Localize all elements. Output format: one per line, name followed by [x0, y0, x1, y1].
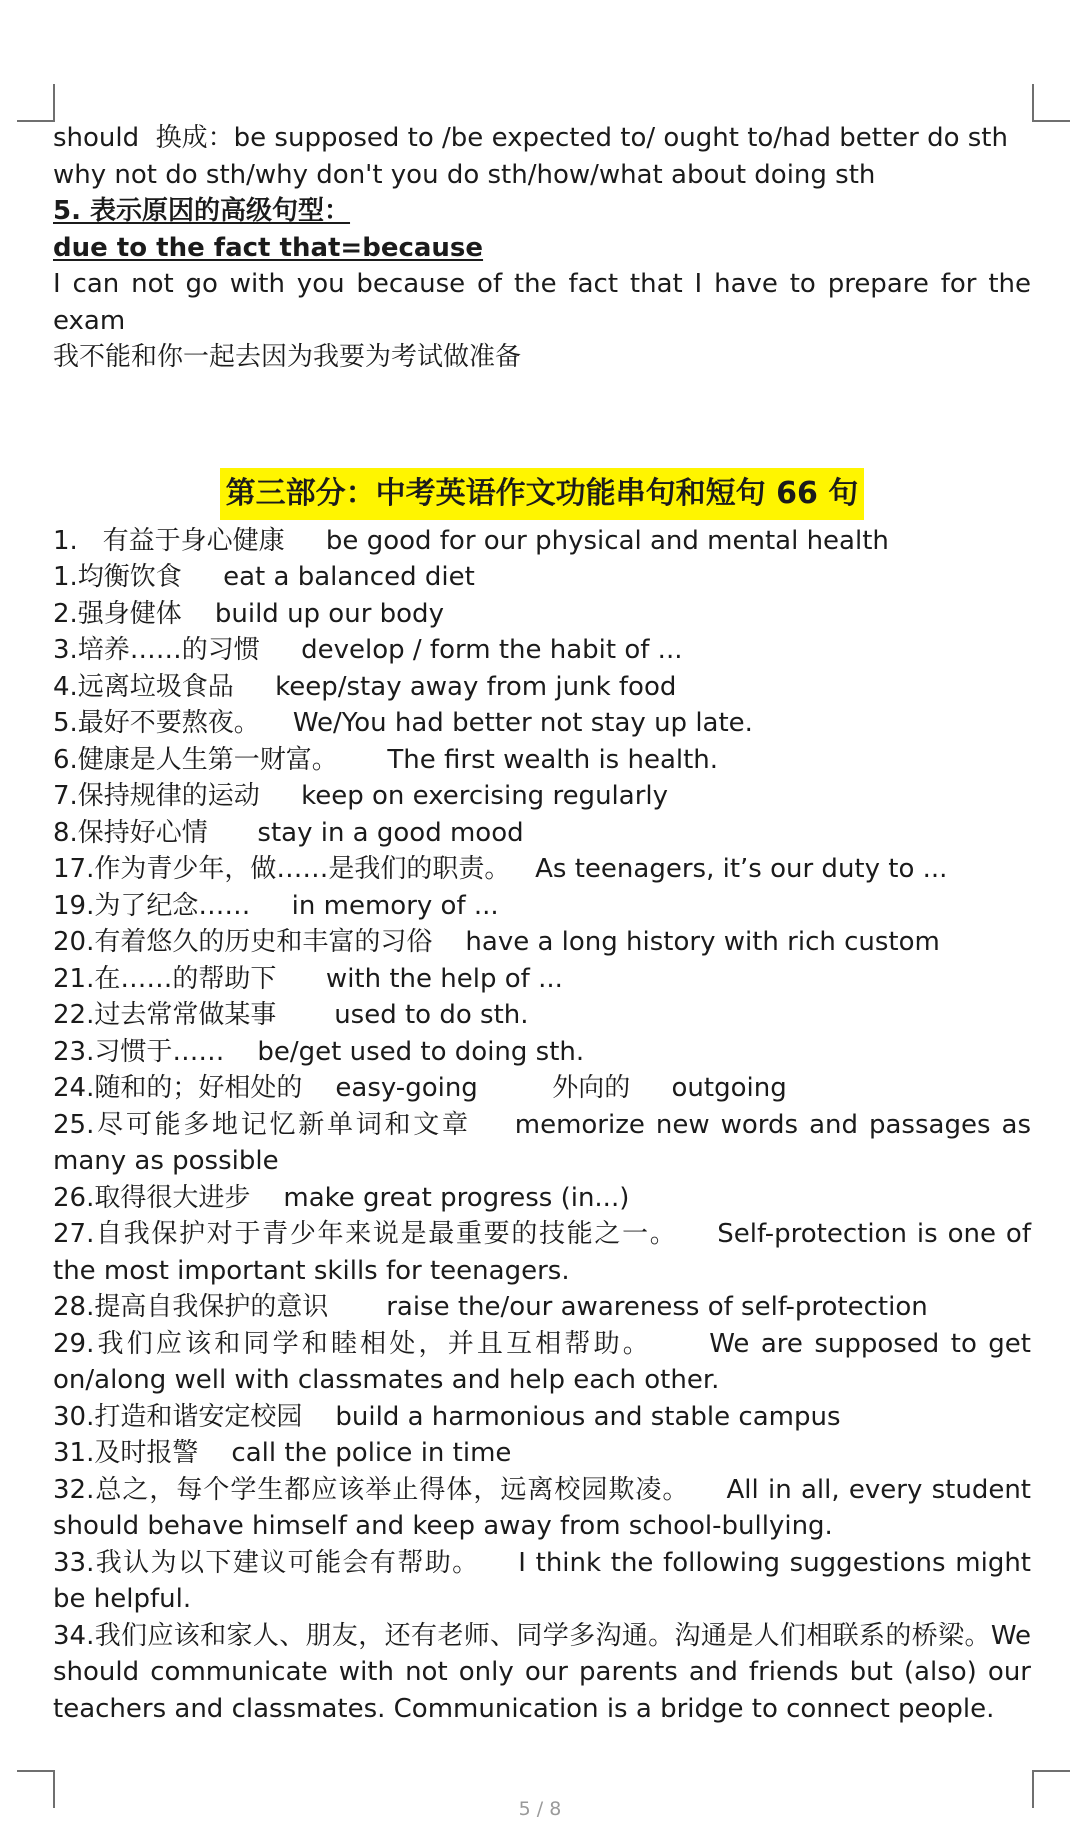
phrase-item: 3.培养……的习惯 develop / form the habit of ...: [53, 635, 683, 665]
text-line: should 换成：be supposed to /be expected to/ ought to/had better do sth: [53, 123, 1008, 153]
phrase-item: 23.习惯于…… be/get used to doing sth.: [53, 1036, 585, 1067]
phrase-item: 19.为了纪念…… in memory of ...: [53, 890, 499, 921]
phrase-item: 5.最好不要熬夜。 We/You had better not stay up late.: [53, 708, 753, 738]
text-line: why not do sth/why don't you do sth/how/what about doing sth: [53, 159, 876, 190]
phrase-item: 21.在……的帮助下 with the help of ...: [53, 963, 563, 994]
phrase-item: 34.我们应该和家人、朋友，还有老师、同学多沟通。沟通是人们相联系的桥梁。We should communicate with not only our parents and friends but (also) our teachers and classmates. Communication is a bridge to connect people.: [53, 1620, 1040, 1724]
phrase-item: 17.作为青少年，做……是我们的职责。 As teenagers, it’s our duty to ...: [53, 854, 948, 884]
phrase-item: 4.远离垃圾食品 keep/stay away from junk food: [53, 671, 677, 702]
section-subheading: due to the fact that=because: [53, 232, 484, 263]
page-indicator: 5 / 8: [518, 1798, 562, 1820]
phrase-item: 26.取得很大进步 make great progress (in...): [53, 1182, 630, 1213]
phrase-item: 1. 有益于身心健康 be good for our physical and mental health: [53, 525, 889, 556]
phrase-list: [53, 523, 1040, 1728]
section-heading: 5. 表示原因的高级句型：: [53, 196, 351, 226]
phrase-item: 2.强身健体 build up our body: [53, 598, 444, 629]
phrase-item: 24.随和的；好相处的 easy-going 外向的 outgoing: [53, 1073, 787, 1103]
phrase-item: 1.均衡饮食 eat a balanced diet: [53, 562, 475, 592]
phrase-item: 20.有着悠久的历史和丰富的习俗 have a long history with rich custom: [53, 927, 940, 957]
example-sentence-en: I can not go with you because of the fact that I have to prepare for the exam: [53, 269, 1040, 336]
phrase-item: 22.过去常常做某事 used to do sth.: [53, 1000, 529, 1030]
page-corner-mark-top-left: [17, 84, 55, 122]
document-page-content: [53, 120, 1040, 1727]
example-sentence-zh: 我不能和你一起去因为我要为考试做准备: [53, 342, 522, 372]
phrase-item: 32.总之，每个学生都应该举止得体，远离校园欺凌。 All in all, every student should behave himself and keep away from school-bullying.: [53, 1474, 1040, 1541]
phrase-item: 8.保持好心情 stay in a good mood: [53, 817, 524, 848]
phrase-item: 30.打造和谐安定校园 build a harmonious and stable campus: [53, 1401, 841, 1432]
phrase-item: 28.提高自我保护的意识 raise the/our awareness of self-protection: [53, 1292, 928, 1322]
page-corner-mark-top-right: [1032, 84, 1070, 122]
spacer: [53, 376, 1031, 468]
part-heading-container: [53, 468, 1031, 520]
phrase-item: 7.保持规律的运动 keep on exercising regularly: [53, 781, 668, 811]
phrase-item: 29.我们应该和同学和睦相处，并且互相帮助。 We are supposed to get on/along well with classmates and help each other.: [53, 1328, 1040, 1395]
phrase-item: 27.自我保护对于青少年来说是最重要的技能之一。 Self-protection is one of the most important skills for teenagers.: [53, 1219, 1040, 1286]
phrase-item: 6.健康是人生第一财富。 The first wealth is health.: [53, 744, 719, 775]
phrase-item: 31.及时报警 call the police in time: [53, 1438, 512, 1468]
phrase-item: 33.我认为以下建议可能会有帮助。 I think the following suggestions might be helpful.: [53, 1547, 1040, 1614]
phrase-item: 25.尽可能多地记忆新单词和文章 memorize new words and passages as many as possible: [53, 1109, 1040, 1176]
part-heading: 第三部分：中考英语作文功能串句和短句 66 句: [220, 468, 865, 520]
